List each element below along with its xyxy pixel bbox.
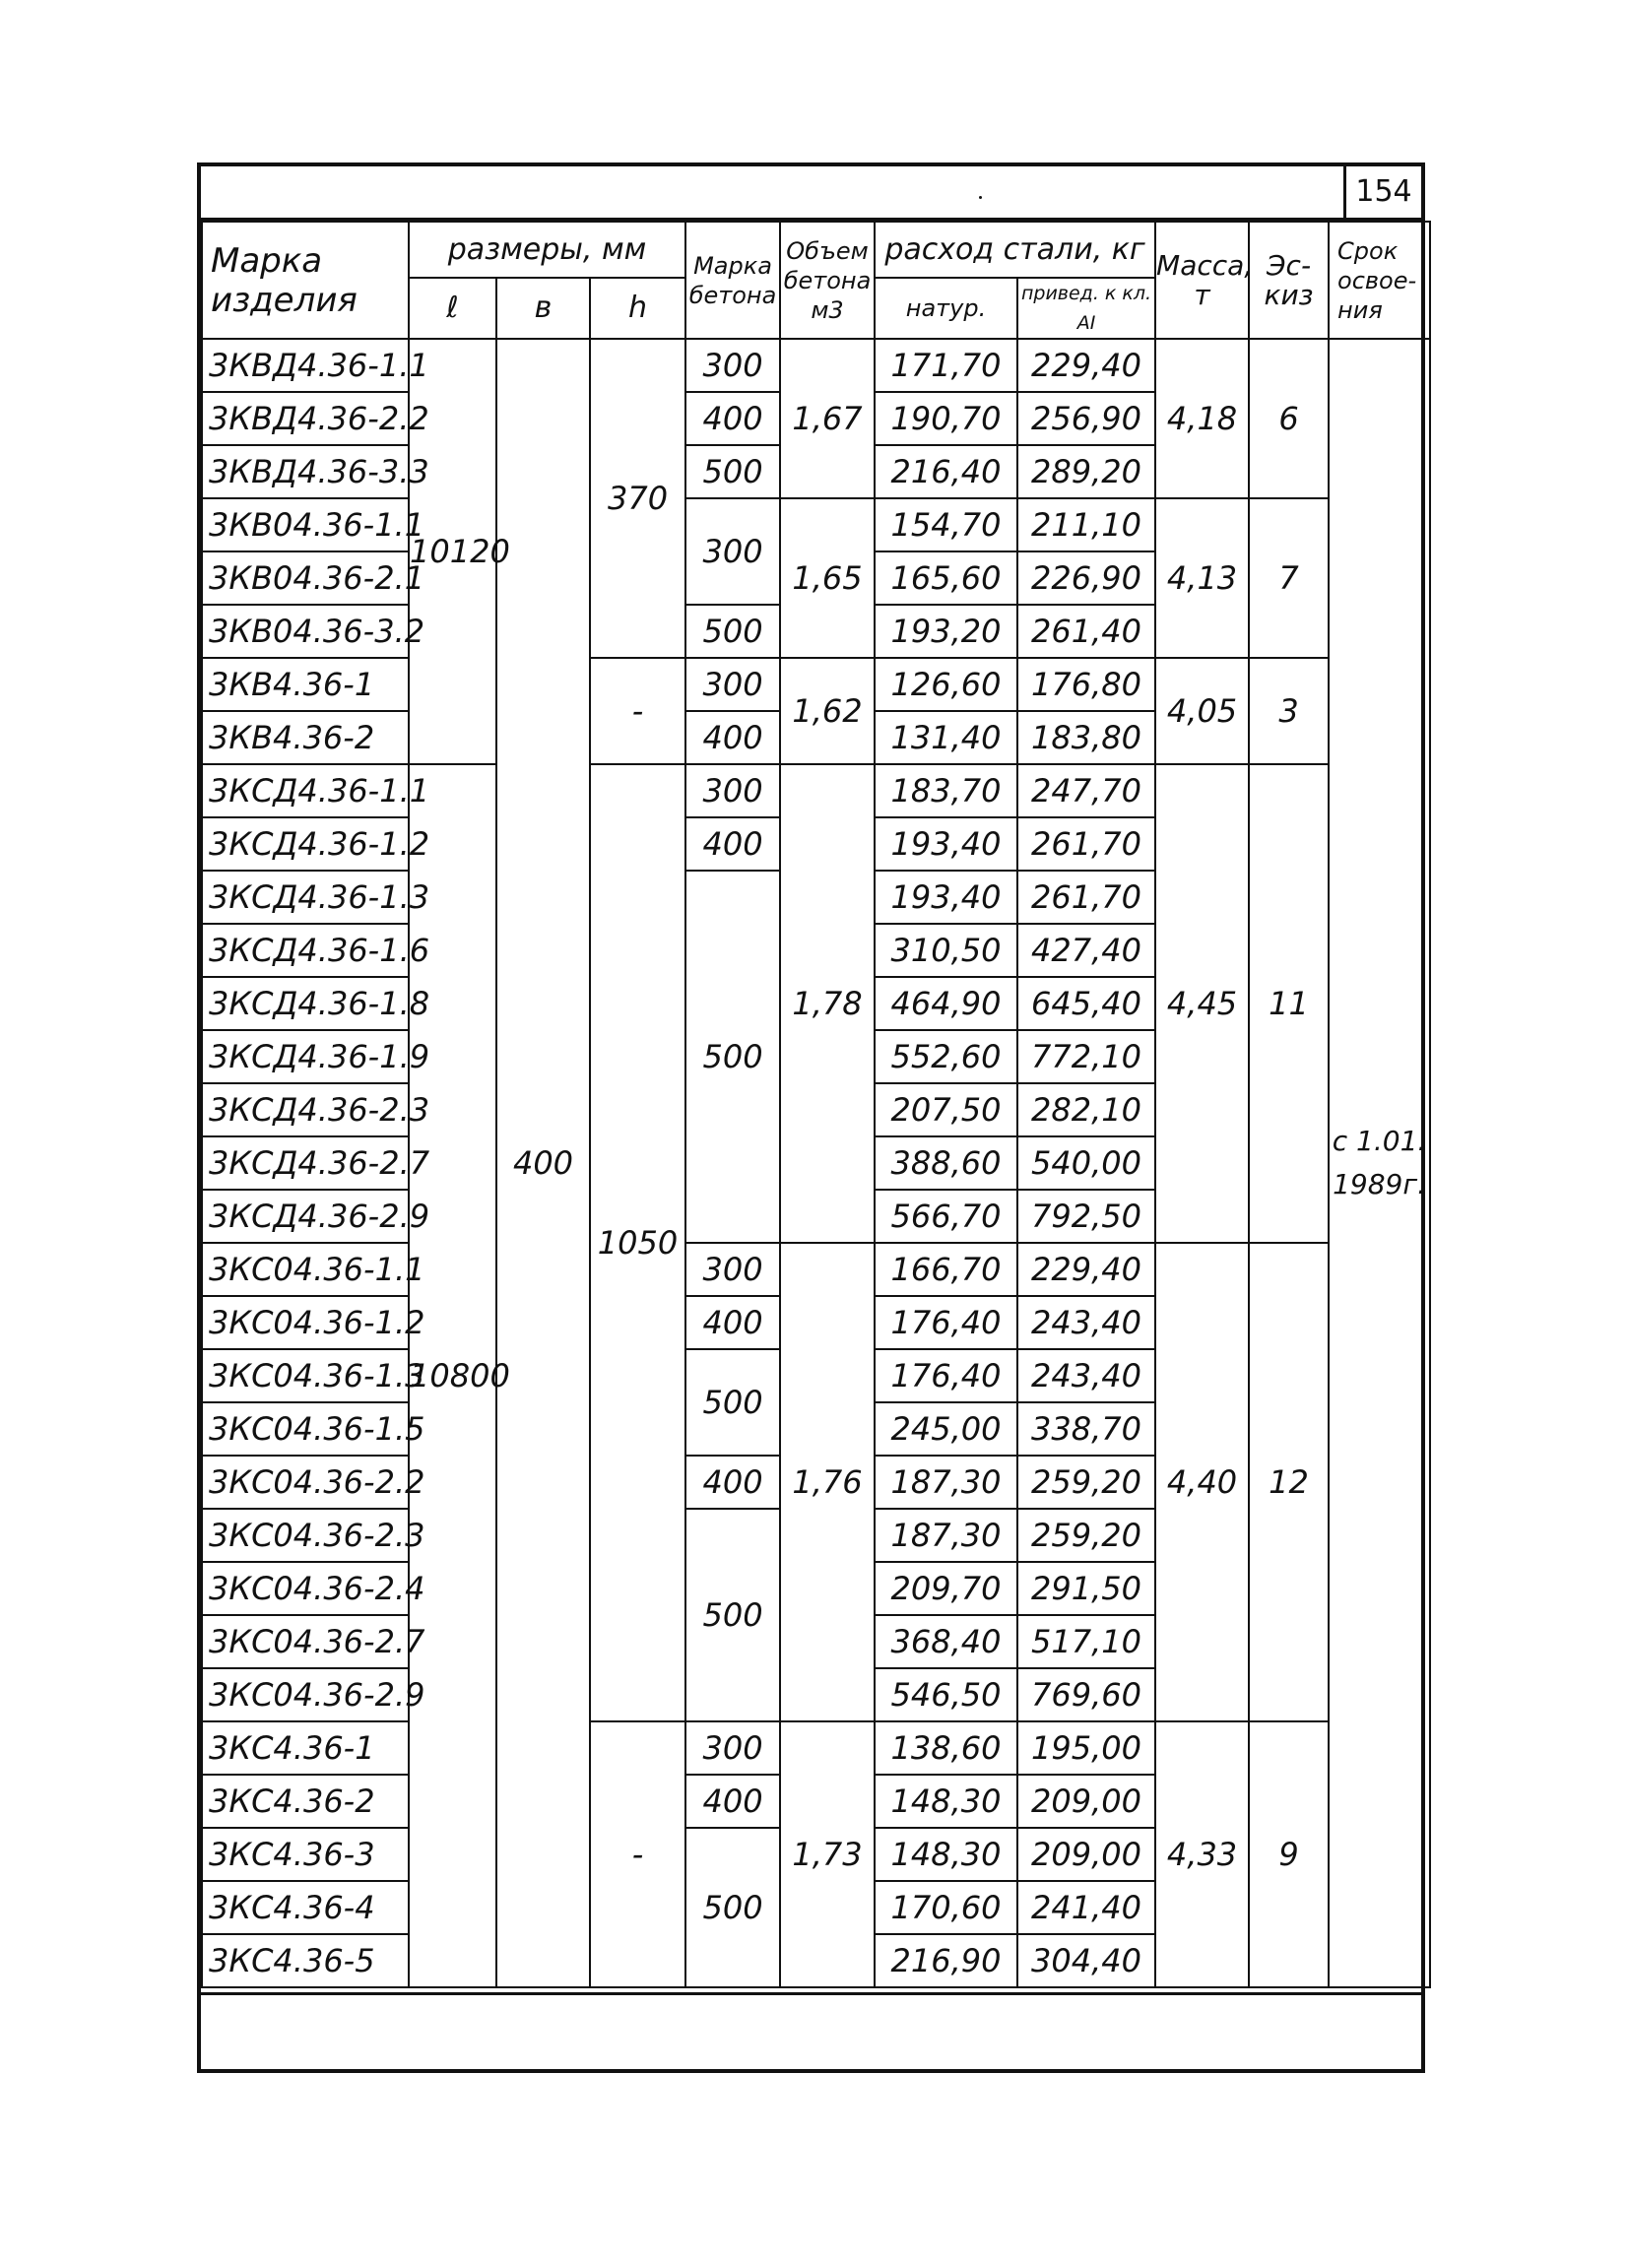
concrete-grade-cell: 400 [685, 392, 780, 445]
header-steel-red: привед. к кл. АI [1017, 278, 1155, 339]
stray-dot [979, 196, 982, 199]
product-mark-cell: 3КС04.36-1.2 [202, 1296, 409, 1349]
steel-nat-cell: 245,00 [875, 1402, 1017, 1456]
product-mark-cell: 3КВ4.36-1 [202, 658, 409, 711]
steel-red-cell: 229,40 [1017, 1243, 1155, 1296]
steel-red-cell: 769,60 [1017, 1668, 1155, 1721]
concrete-grade-cell: 500 [685, 1828, 780, 1987]
product-mark-cell: 3КСД4.36-1.1 [202, 764, 409, 817]
steel-red-cell: 304,40 [1017, 1934, 1155, 1987]
steel-nat-cell: 126,60 [875, 658, 1017, 711]
header-dim-h: h [590, 278, 685, 339]
concrete-grade-cell: 500 [685, 1349, 780, 1456]
product-mark-cell: 3КСД4.36-1.6 [202, 924, 409, 977]
concrete-grade-cell: 400 [685, 1775, 780, 1828]
steel-nat-cell: 216,40 [875, 445, 1017, 498]
steel-nat-cell: 566,70 [875, 1190, 1017, 1243]
product-mark-cell: 3КС4.36-1 [202, 1721, 409, 1775]
steel-red-cell: 241,40 [1017, 1881, 1155, 1934]
header-dim-l: ℓ [409, 278, 496, 339]
header-mark: Марка изделия [202, 222, 409, 339]
concrete-grade-cell: 300 [685, 658, 780, 711]
steel-nat-cell: 176,40 [875, 1296, 1017, 1349]
steel-red-cell: 183,80 [1017, 711, 1155, 764]
product-mark-cell: 3КСД4.36-1.3 [202, 871, 409, 924]
steel-nat-cell: 546,50 [875, 1668, 1017, 1721]
concrete-grade-cell: 400 [685, 711, 780, 764]
steel-nat-cell: 176,40 [875, 1349, 1017, 1402]
sketch-cell: 3 [1249, 658, 1329, 764]
steel-nat-cell: 207,50 [875, 1083, 1017, 1136]
table-row [202, 1243, 1430, 1296]
steel-nat-cell: 388,60 [875, 1136, 1017, 1190]
concrete-grade-cell: 400 [685, 1296, 780, 1349]
product-mark-cell: 3КС4.36-4 [202, 1881, 409, 1934]
steel-red-cell: 282,10 [1017, 1083, 1155, 1136]
steel-red-cell: 792,50 [1017, 1190, 1155, 1243]
product-mark-cell: 3КВД4.36-1.1 [202, 339, 409, 392]
concrete-volume-cell: 1,73 [780, 1721, 875, 1987]
header-steel: расход стали, кг [875, 222, 1155, 278]
height-cell: 370 [590, 339, 685, 658]
mass-cell: 4,45 [1155, 764, 1249, 1243]
steel-nat-cell: 209,70 [875, 1562, 1017, 1615]
header-mass: Масса, т [1155, 222, 1249, 339]
table-row [202, 498, 1430, 551]
product-mark-cell: 3КС04.36-1.1 [202, 1243, 409, 1296]
steel-nat-cell: 193,20 [875, 605, 1017, 658]
concrete-grade-cell: 500 [685, 871, 780, 1243]
steel-nat-cell: 165,60 [875, 551, 1017, 605]
steel-red-cell: 291,50 [1017, 1562, 1155, 1615]
product-mark-cell: 3КВ04.36-1.1 [202, 498, 409, 551]
steel-nat-cell: 190,70 [875, 392, 1017, 445]
steel-red-cell: 261,70 [1017, 817, 1155, 871]
product-mark-cell: 3КС04.36-1.5 [202, 1402, 409, 1456]
footer-band [201, 1992, 1421, 2069]
table-row [202, 1721, 1430, 1775]
table-row [202, 764, 1430, 817]
header-concrete-volume: Объем бетона м3 [780, 222, 875, 339]
product-mark-cell: 3КВ4.36-2 [202, 711, 409, 764]
steel-nat-cell: 464,90 [875, 977, 1017, 1030]
steel-nat-cell: 187,30 [875, 1456, 1017, 1509]
mass-cell: 4,05 [1155, 658, 1249, 764]
steel-red-cell: 261,70 [1017, 871, 1155, 924]
sketch-cell: 9 [1249, 1721, 1329, 1987]
table-row [202, 658, 1430, 711]
product-mark-cell: 3КВД4.36-2.2 [202, 392, 409, 445]
steel-nat-cell: 193,40 [875, 817, 1017, 871]
concrete-grade-cell: 300 [685, 1243, 780, 1296]
product-mark-cell: 3КС4.36-2 [202, 1775, 409, 1828]
header-sketch: Эс-киз [1249, 222, 1329, 339]
sketch-cell: 6 [1249, 339, 1329, 498]
product-mark-cell: 3КС04.36-2.7 [202, 1615, 409, 1668]
steel-nat-cell: 216,90 [875, 1934, 1017, 1987]
steel-nat-cell: 552,60 [875, 1030, 1017, 1083]
product-mark-cell: 3КС04.36-2.2 [202, 1456, 409, 1509]
header-steel-nat: натур. [875, 278, 1017, 339]
steel-nat-cell: 310,50 [875, 924, 1017, 977]
product-mark-cell: 3КСД4.36-2.3 [202, 1083, 409, 1136]
header-term: Срок освое-ния [1329, 222, 1430, 339]
height-cell: - [590, 658, 685, 764]
steel-nat-cell: 148,30 [875, 1828, 1017, 1881]
concrete-grade-cell: 500 [685, 605, 780, 658]
steel-red-cell: 289,20 [1017, 445, 1155, 498]
header-row-1 [202, 222, 1430, 278]
header-concrete-grade: Марка бетона [685, 222, 780, 339]
steel-red-cell: 195,00 [1017, 1721, 1155, 1775]
concrete-volume-cell: 1,65 [780, 498, 875, 658]
header-dims: размеры, мм [409, 222, 685, 278]
length-cell: 10120 [409, 339, 496, 764]
table-body [202, 339, 1430, 1987]
product-mark-cell: 3КС04.36-2.3 [202, 1509, 409, 1562]
concrete-volume-cell: 1,67 [780, 339, 875, 498]
steel-nat-cell: 154,70 [875, 498, 1017, 551]
steel-red-cell: 243,40 [1017, 1349, 1155, 1402]
length-cell: 10800 [409, 764, 496, 1987]
concrete-grade-cell: 500 [685, 445, 780, 498]
page-header-bar [201, 166, 1421, 221]
mass-cell: 4,13 [1155, 498, 1249, 658]
steel-nat-cell: 187,30 [875, 1509, 1017, 1562]
steel-red-cell: 226,90 [1017, 551, 1155, 605]
concrete-grade-cell: 300 [685, 1721, 780, 1775]
steel-red-cell: 247,70 [1017, 764, 1155, 817]
product-mark-cell: 3КСД4.36-2.9 [202, 1190, 409, 1243]
product-mark-cell: 3КС4.36-5 [202, 1934, 409, 1987]
steel-red-cell: 517,10 [1017, 1615, 1155, 1668]
steel-nat-cell: 170,60 [875, 1881, 1017, 1934]
specification-table [201, 221, 1431, 1988]
steel-nat-cell: 183,70 [875, 764, 1017, 817]
steel-red-cell: 243,40 [1017, 1296, 1155, 1349]
steel-red-cell: 427,40 [1017, 924, 1155, 977]
product-mark-cell: 3КСД4.36-2.7 [202, 1136, 409, 1190]
steel-red-cell: 176,80 [1017, 658, 1155, 711]
height-cell: 1050 [590, 764, 685, 1721]
concrete-grade-cell: 300 [685, 498, 780, 605]
page-number: 154 [1343, 166, 1421, 218]
product-mark-cell: 3КСД4.36-1.8 [202, 977, 409, 1030]
steel-nat-cell: 193,40 [875, 871, 1017, 924]
steel-red-cell: 338,70 [1017, 1402, 1155, 1456]
steel-red-cell: 540,00 [1017, 1136, 1155, 1190]
steel-nat-cell: 148,30 [875, 1775, 1017, 1828]
steel-red-cell: 261,40 [1017, 605, 1155, 658]
steel-red-cell: 772,10 [1017, 1030, 1155, 1083]
product-mark-cell: 3КВД4.36-3.3 [202, 445, 409, 498]
steel-red-cell: 209,00 [1017, 1828, 1155, 1881]
concrete-grade-cell: 400 [685, 817, 780, 871]
mass-cell: 4,33 [1155, 1721, 1249, 1987]
product-mark-cell: 3КС04.36-2.4 [202, 1562, 409, 1615]
product-mark-cell: 3КСД4.36-1.9 [202, 1030, 409, 1083]
product-mark-cell: 3КВ04.36-3.2 [202, 605, 409, 658]
steel-red-cell: 259,20 [1017, 1456, 1155, 1509]
product-mark-cell: 3КСД4.36-1.2 [202, 817, 409, 871]
drawing-sheet [197, 162, 1425, 2073]
steel-nat-cell: 138,60 [875, 1721, 1017, 1775]
concrete-grade-cell: 500 [685, 1509, 780, 1721]
sketch-cell: 7 [1249, 498, 1329, 658]
sketch-cell: 11 [1249, 764, 1329, 1243]
concrete-volume-cell: 1,62 [780, 658, 875, 764]
concrete-grade-cell: 300 [685, 764, 780, 817]
table-row [202, 339, 1430, 392]
concrete-grade-cell: 300 [685, 339, 780, 392]
product-mark-cell: 3КС4.36-3 [202, 1828, 409, 1881]
mass-cell: 4,40 [1155, 1243, 1249, 1721]
steel-nat-cell: 166,70 [875, 1243, 1017, 1296]
steel-nat-cell: 131,40 [875, 711, 1017, 764]
steel-red-cell: 645,40 [1017, 977, 1155, 1030]
product-mark-cell: 3КС04.36-2.9 [202, 1668, 409, 1721]
product-mark-cell: 3КВ04.36-2.1 [202, 551, 409, 605]
steel-red-cell: 209,00 [1017, 1775, 1155, 1828]
height-cell: - [590, 1721, 685, 1987]
header-dim-b: в [496, 278, 590, 339]
product-mark-cell: 3КС04.36-1.3 [202, 1349, 409, 1402]
steel-nat-cell: 171,70 [875, 339, 1017, 392]
concrete-volume-cell: 1,78 [780, 764, 875, 1243]
mass-cell: 4,18 [1155, 339, 1249, 498]
steel-red-cell: 256,90 [1017, 392, 1155, 445]
width-cell: 400 [496, 339, 590, 1987]
steel-red-cell: 211,10 [1017, 498, 1155, 551]
steel-nat-cell: 368,40 [875, 1615, 1017, 1668]
concrete-grade-cell: 400 [685, 1456, 780, 1509]
concrete-volume-cell: 1,76 [780, 1243, 875, 1721]
term-cell: с 1.01. 1989г. [1329, 339, 1430, 1987]
steel-red-cell: 229,40 [1017, 339, 1155, 392]
sketch-cell: 12 [1249, 1243, 1329, 1721]
steel-red-cell: 259,20 [1017, 1509, 1155, 1562]
